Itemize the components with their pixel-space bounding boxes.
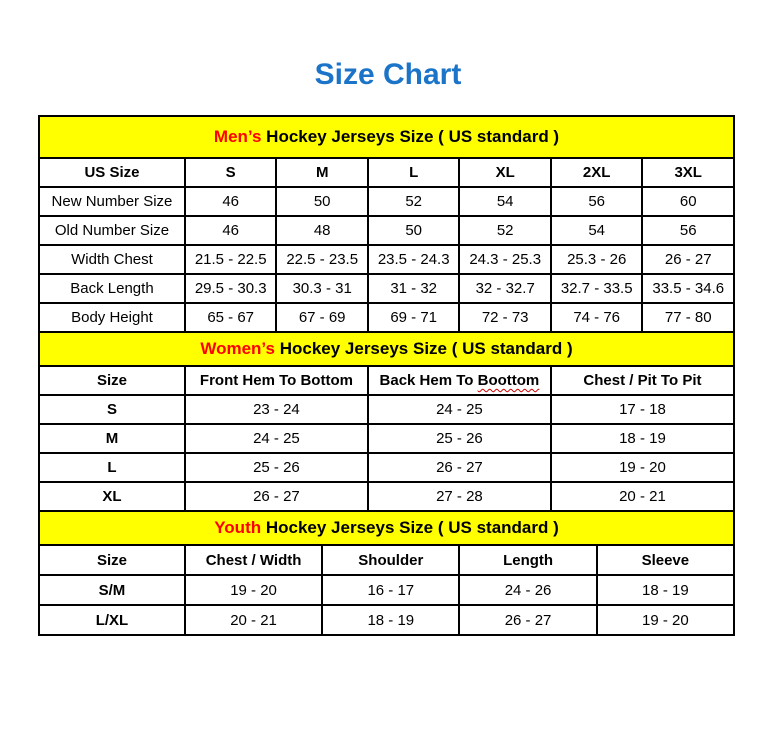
cell: 52	[459, 216, 551, 245]
mens-header-row	[39, 158, 734, 187]
cell: 26 - 27	[368, 453, 551, 482]
cell: 32 - 32.7	[459, 274, 551, 303]
col-header: Length	[459, 545, 596, 575]
table-row	[39, 605, 734, 635]
cell: 23.5 - 24.3	[368, 245, 460, 274]
cell: 74 - 76	[551, 303, 643, 332]
cell: 18 - 19	[322, 605, 459, 635]
cell: 56	[642, 216, 734, 245]
womens-heading-highlight: Women’s	[200, 339, 275, 358]
cell: 31 - 32	[368, 274, 460, 303]
cell: 46	[185, 216, 277, 245]
cell: 18 - 19	[551, 424, 734, 453]
womens-heading-rest: Hockey Jerseys Size ( US standard )	[274, 339, 573, 358]
cell: 22.5 - 23.5	[276, 245, 368, 274]
col-header: M	[276, 158, 368, 187]
col-header: Chest / Width	[185, 545, 322, 575]
cell: 24 - 26	[459, 575, 596, 605]
cell: 50	[276, 187, 368, 216]
cell: 77 - 80	[642, 303, 734, 332]
cell: 25 - 26	[185, 453, 368, 482]
col-header: S	[185, 158, 277, 187]
cell: 26 - 27	[642, 245, 734, 274]
row-label: Width Chest	[39, 245, 185, 274]
cell: 25 - 26	[368, 424, 551, 453]
cell: 33.5 - 34.6	[642, 274, 734, 303]
mens-heading-highlight: Men’s	[213, 127, 262, 146]
row-label: S	[39, 395, 185, 424]
cell: 24 - 25	[185, 424, 368, 453]
col-header-text: Back Hem To	[379, 372, 478, 389]
cell: 18 - 19	[597, 575, 734, 605]
cell: 19 - 20	[551, 453, 734, 482]
col-header: 3XL	[642, 158, 734, 187]
cell: 56	[551, 187, 643, 216]
row-label: XL	[39, 482, 185, 511]
col-header: US Size	[39, 158, 185, 187]
cell: 17 - 18	[551, 395, 734, 424]
cell: 72 - 73	[459, 303, 551, 332]
misspelled-word: Boottom	[477, 372, 540, 389]
table-row	[39, 303, 734, 332]
womens-section-header	[38, 333, 735, 365]
row-label: Back Length	[39, 274, 185, 303]
size-chart	[38, 115, 735, 636]
cell: 29.5 - 30.3	[185, 274, 277, 303]
cell: 23 - 24	[185, 395, 368, 424]
col-header: Size	[39, 366, 185, 395]
cell: 26 - 27	[185, 482, 368, 511]
row-label: L	[39, 453, 185, 482]
cell: 69 - 71	[368, 303, 460, 332]
cell: 19 - 20	[185, 575, 322, 605]
row-label: S/M	[39, 575, 185, 605]
cell: 27 - 28	[368, 482, 551, 511]
table-row	[39, 482, 734, 511]
col-header: 2XL	[551, 158, 643, 187]
page-title: Size Chart	[314, 58, 462, 91]
cell: 67 - 69	[276, 303, 368, 332]
cell: 32.7 - 33.5	[551, 274, 643, 303]
cell: 21.5 - 22.5	[185, 245, 277, 274]
cell: 54	[551, 216, 643, 245]
table-row	[39, 216, 734, 245]
cell: 65 - 67	[185, 303, 277, 332]
table-row	[39, 274, 734, 303]
cell: 16 - 17	[322, 575, 459, 605]
mens-heading-rest: Hockey Jerseys Size ( US standard )	[261, 127, 560, 146]
table-row	[39, 395, 734, 424]
table-row	[39, 575, 734, 605]
table-row	[39, 424, 734, 453]
col-header: Size	[39, 545, 185, 575]
table-row	[39, 453, 734, 482]
cell: 24.3 - 25.3	[459, 245, 551, 274]
col-header: XL	[459, 158, 551, 187]
cell: 52	[368, 187, 460, 216]
row-label: Body Height	[39, 303, 185, 332]
womens-header-row	[39, 366, 734, 395]
cell: 20 - 21	[551, 482, 734, 511]
cell: 60	[642, 187, 734, 216]
cell: 48	[276, 216, 368, 245]
youth-size-table	[38, 544, 735, 636]
col-header: Front Hem To Bottom	[185, 366, 368, 395]
cell: 30.3 - 31	[276, 274, 368, 303]
youth-heading-rest: Hockey Jerseys Size ( US standard )	[261, 518, 559, 537]
col-header: Chest / Pit To Pit	[551, 366, 734, 395]
cell: 54	[459, 187, 551, 216]
cell: 20 - 21	[185, 605, 322, 635]
col-header	[368, 366, 551, 395]
row-label: New Number Size	[39, 187, 185, 216]
col-header: Sleeve	[597, 545, 734, 575]
cell: 26 - 27	[459, 605, 596, 635]
col-header: L	[368, 158, 460, 187]
womens-size-table	[38, 365, 735, 512]
mens-section-header	[38, 115, 735, 157]
table-row	[39, 187, 734, 216]
row-label: L/XL	[39, 605, 185, 635]
row-label: M	[39, 424, 185, 453]
youth-heading-highlight: Youth	[214, 518, 262, 537]
row-label: Old Number Size	[39, 216, 185, 245]
col-header: Shoulder	[322, 545, 459, 575]
cell: 24 - 25	[368, 395, 551, 424]
youth-section-header	[38, 512, 735, 544]
cell: 19 - 20	[597, 605, 734, 635]
cell: 50	[368, 216, 460, 245]
youth-header-row	[39, 545, 734, 575]
table-row	[39, 245, 734, 274]
cell: 46	[185, 187, 277, 216]
cell: 25.3 - 26	[551, 245, 643, 274]
mens-size-table	[38, 157, 735, 333]
